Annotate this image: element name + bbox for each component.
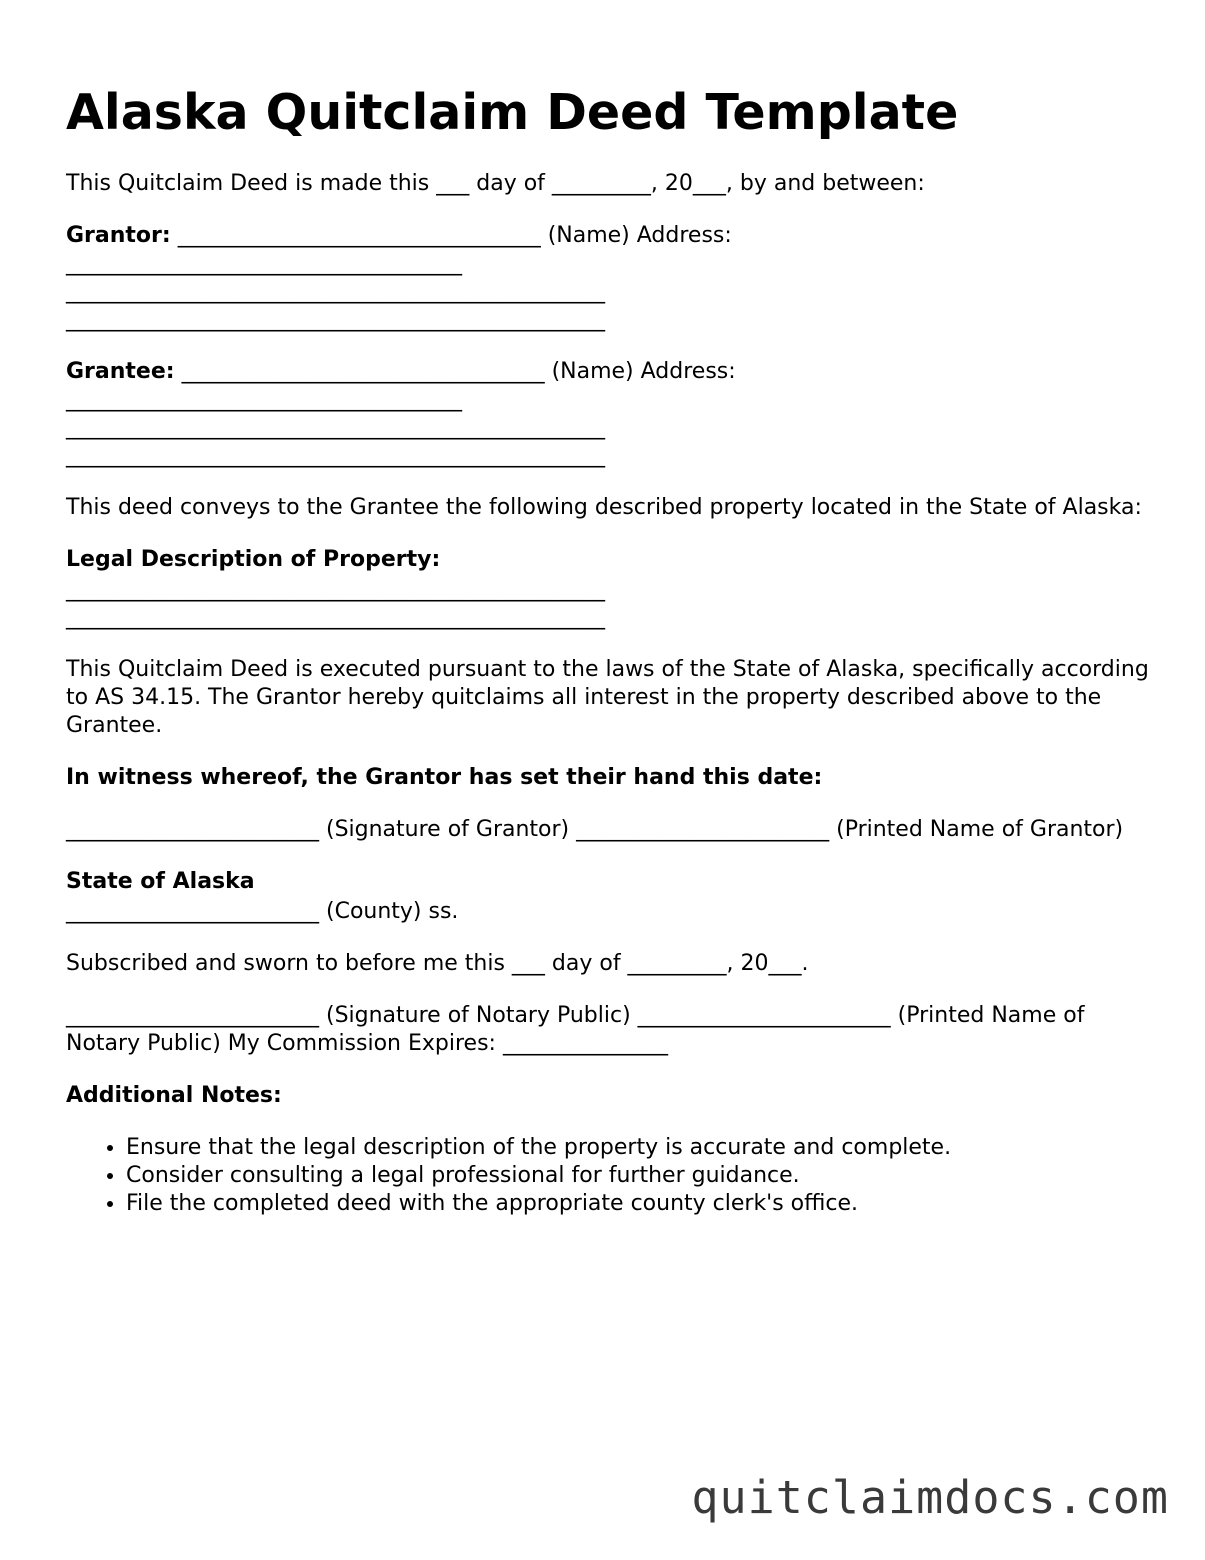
grantor-address-line: _________________________________________________ — [66, 307, 605, 332]
legal-description-line: _________________________________________________ — [66, 577, 605, 602]
county-line: _______________________ (County) ss. — [66, 899, 459, 924]
grantee-address-line: ____________________________________ — [66, 387, 462, 412]
executed-text: This Quitclaim Deed is executed pursuant to the laws of the State of Alaska, specifically according to AS 34.15. The Grantor hereby quitclaims all interest in the property described above to the Grantee. — [66, 657, 1156, 738]
legal-description-lines — [66, 576, 1156, 632]
grantor-label: Grantor: — [66, 223, 171, 248]
notary-signature-line: _______________________ (Signature of Notary Public) _______________________ (Printed Name of Notary Public) My Commission Expires: _______________ — [66, 1003, 1092, 1056]
grantee-line — [66, 358, 1156, 386]
list-item: • Ensure that the legal description of the property is accurate and complete. — [126, 1134, 1156, 1162]
site-watermark: quitclaimdocs.com — [691, 1471, 1169, 1524]
legal-description-heading: Legal Description of Property: — [66, 547, 441, 572]
grantee-label: Grantee: — [66, 359, 175, 384]
list-item: • Consider consulting a legal professional for further guidance. — [126, 1162, 1156, 1190]
grantor-address-line: ____________________________________ — [66, 251, 462, 276]
grantor-name-address: _________________________________ (Name) Address: — [170, 223, 732, 248]
conveys-text: This deed conveys to the Grantee the following described property located in the State of Alaska: — [66, 495, 1142, 520]
grantee-address-line: _________________________________________________ — [66, 443, 605, 468]
list-item: • File the completed deed with the appropriate county clerk's office. — [126, 1190, 1156, 1218]
grantee-name-address: _________________________________ (Name) Address: — [174, 359, 736, 384]
grantor-address-line: _________________________________________________ — [66, 279, 605, 304]
grantor-signature-line: _______________________ (Signature of Grantor) _______________________ (Printed Name of Grantor) — [66, 817, 1124, 842]
page-title: Alaska Quitclaim Deed Template — [66, 84, 959, 141]
grantee-address-line: _________________________________________________ — [66, 415, 605, 440]
intro-text: This Quitclaim Deed is made this ___ day of _________, 20___, by and between: — [66, 171, 925, 196]
legal-description-line: _________________________________________________ — [66, 605, 605, 630]
subscribed-text: Subscribed and sworn to before me this ___ day of _________, 20___. — [66, 951, 809, 976]
witness-heading: In witness whereof, the Grantor has set their hand this date: — [66, 765, 823, 790]
state-heading: State of Alaska — [66, 869, 255, 894]
document-page — [66, 82, 1156, 1218]
grantor-address-lines — [66, 250, 1156, 334]
grantor-line — [66, 222, 1156, 250]
notes-list — [66, 1134, 1156, 1218]
notes-heading: Additional Notes: — [66, 1083, 282, 1108]
grantee-address-lines — [66, 386, 1156, 470]
